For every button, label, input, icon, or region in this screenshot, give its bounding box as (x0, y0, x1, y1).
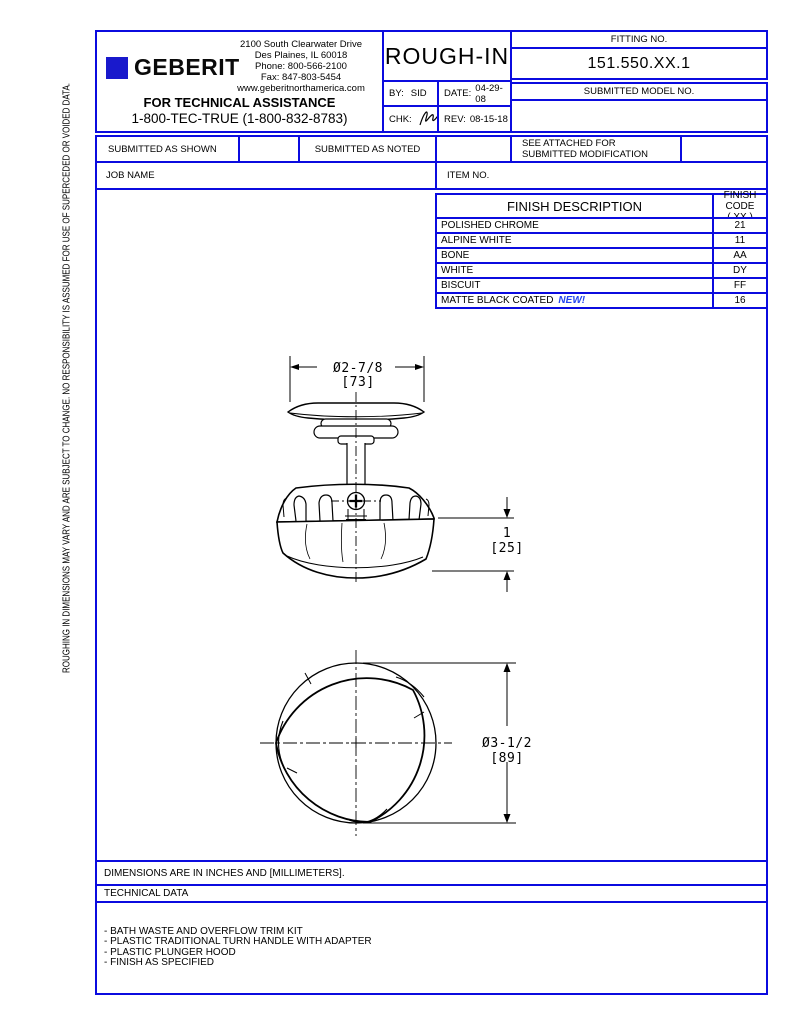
fitting-no-label: FITTING NO. (510, 30, 768, 49)
finish-row-desc (435, 292, 714, 309)
submitted-as-noted-checkbox[interactable] (435, 135, 512, 163)
tech-item: - BATH WASTE AND OVERFLOW TRIM KIT (104, 926, 303, 937)
doc-type-cell: ROUGH-IN (382, 30, 512, 82)
by-cell (382, 80, 439, 107)
dim-base-mm: [89] (490, 751, 524, 766)
rev-label: REV: (444, 113, 466, 125)
finish-desc: POLISHED CHROME (441, 220, 539, 231)
see-attached-line2: SUBMITTED MODIFICATION (522, 149, 648, 160)
finish-desc-header: FINISH DESCRIPTION (435, 193, 714, 219)
by-label: BY: (389, 88, 404, 99)
item-no-field[interactable]: ITEM NO. (435, 161, 768, 190)
geberit-logo-text: GEBERIT (134, 54, 240, 80)
bottom-view-drawing (260, 650, 516, 836)
address-line: Des Plaines, IL 60018 (254, 50, 348, 61)
units-note: DIMENSIONS ARE IN INCHES AND [MILLIMETERS]. (95, 860, 768, 886)
address-line: 2100 South Clearwater Drive (240, 39, 362, 50)
chk-label: CHK: (389, 113, 412, 125)
submitted-as-shown-label: SUBMITTED AS SHOWN (95, 135, 240, 163)
geberit-logo-mark (106, 57, 128, 79)
technical-data-list (104, 927, 372, 969)
assistance-title: FOR TECHNICAL ASSISTANCE (143, 95, 336, 110)
submitted-model-label: SUBMITTED MODEL NO. (510, 82, 768, 101)
finish-code-header-line1: FINISH CODE (723, 189, 757, 212)
dim-cap-inches: Ø2-7/8 (333, 361, 383, 376)
finish-desc: ALPINE WHITE (441, 235, 512, 246)
side-disclaimer-text: ROUGHING IN DIMENSIONS MAY VARY AND ARE SUBJECT TO CHANGE. NO RESPONSIBILITY IS ASSUMED FOR USE OF SUPERCEDED OR VOIDED DATA. (61, 82, 73, 674)
tech-item: - PLASTIC TRADITIONAL TURN HANDLE WITH ADAPTER (104, 936, 372, 948)
by-value: SID (410, 88, 427, 99)
date-cell (437, 80, 512, 107)
date-value: 04-29-08 (475, 82, 503, 105)
finish-code-header (712, 189, 768, 219)
chk-cell (382, 105, 439, 133)
finish-desc: WHITE (441, 265, 474, 276)
geberit-logo (106, 54, 240, 81)
job-name-field[interactable]: JOB NAME (95, 161, 437, 190)
new-badge: NEW! (558, 295, 586, 306)
dim-height-inches: 1 (502, 526, 512, 541)
finish-row-code: DY (712, 262, 768, 279)
finish-row-code: 11 (712, 232, 768, 249)
finish-row-code: 16 (712, 292, 768, 309)
finish-desc: BONE (441, 250, 470, 261)
website-text: www.geberitnorthamerica.com (237, 83, 365, 94)
see-attached-label (510, 135, 682, 163)
dim-cap-mm: [73] (341, 375, 375, 390)
finish-row-code: 21 (712, 217, 768, 234)
rev-value: 08-15-18 (469, 113, 508, 125)
finish-row-code: FF (712, 277, 768, 294)
finish-desc: MATTE BLACK COATED (441, 295, 554, 306)
finish-desc: BISCUIT (441, 280, 481, 291)
see-attached-checkbox[interactable] (680, 135, 768, 163)
date-label: DATE: (444, 88, 472, 99)
finish-row-code: AA (712, 247, 768, 264)
see-attached-line1: SEE ATTACHED FOR (522, 138, 616, 149)
rev-cell (437, 105, 512, 133)
brand-cell (95, 30, 384, 133)
technical-data-box (95, 901, 768, 995)
tech-item: - PLASTIC PLUNGER HOOD (104, 946, 236, 958)
address-line: Phone: 800-566-2100 (255, 61, 347, 72)
submitted-as-shown-checkbox[interactable] (238, 135, 300, 163)
assistance-phone: 1-800-TEC-TRUE (1-800-832-8783) (131, 111, 348, 126)
technical-data-label: TECHNICAL DATA (95, 884, 768, 903)
side-view-drawing (277, 356, 514, 592)
dim-height-mm: [25] (490, 541, 524, 556)
submitted-as-noted-label: SUBMITTED AS NOTED (298, 135, 437, 163)
dim-base-inches: Ø3-1/2 (482, 736, 532, 751)
submitted-model-field[interactable] (510, 99, 768, 133)
address-line: Fax: 847-803-5454 (260, 72, 342, 83)
tech-item: - FINISH AS SPECIFIED (104, 957, 215, 969)
fitting-no-value: 151.550.XX.1 (510, 47, 768, 80)
company-address (223, 39, 379, 94)
